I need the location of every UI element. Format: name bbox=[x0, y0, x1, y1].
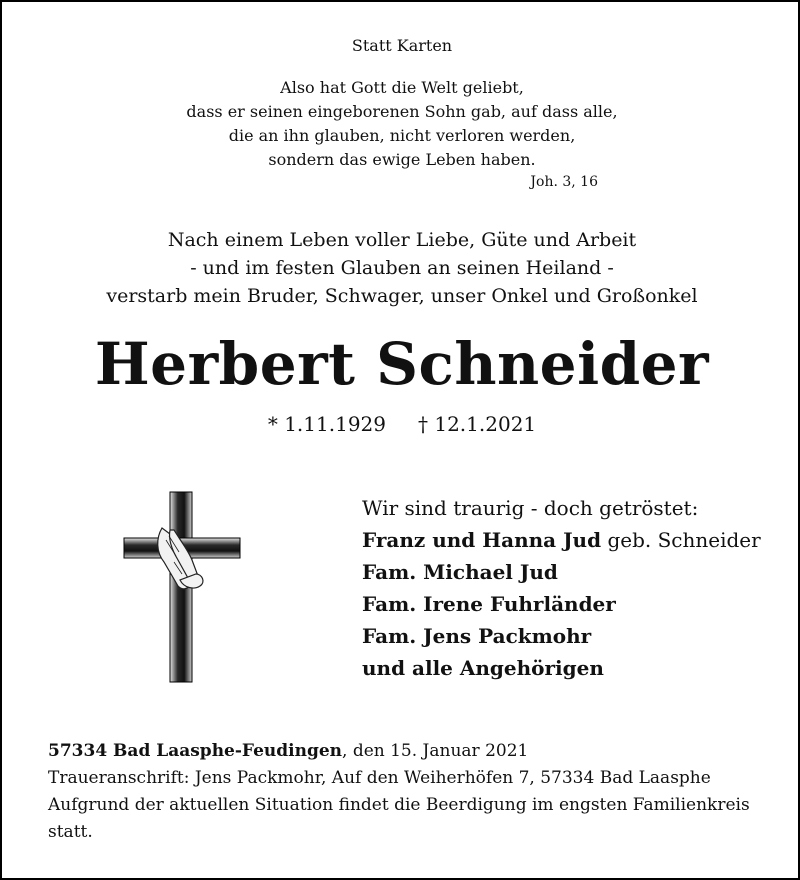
mourners-list bbox=[362, 492, 761, 684]
mourner-entry: und alle Angehörigen bbox=[362, 656, 604, 680]
birth-date: * 1.11.1929 bbox=[267, 412, 386, 436]
intro-line: Nach einem Leben voller Liebe, Güte und Arbeit bbox=[167, 229, 637, 251]
verse-line: dass er seinen eingeborenen Sohn gab, auf dass alle, bbox=[186, 102, 618, 121]
intro-line: verstarb mein Bruder, Schwager, unser Onkel und Großonkel bbox=[106, 285, 698, 307]
mourning-address: Traueranschrift: Jens Packmohr, Auf den Weiherhöfen 7, 57334 Bad Laasphe bbox=[48, 768, 711, 788]
death-date: † 12.1.2021 bbox=[418, 412, 537, 436]
mourners-lead: Wir sind traurig - doch getröstet: bbox=[362, 496, 699, 520]
header-statt-karten: Statt Karten bbox=[351, 36, 453, 55]
mourner-suffix: geb. Schneider bbox=[601, 528, 761, 552]
verse-line: sondern das ewige Leben haben. bbox=[268, 150, 536, 169]
place-date-line bbox=[48, 738, 768, 765]
life-dates bbox=[2, 412, 800, 436]
deceased-name: Herbert Schneider bbox=[94, 330, 710, 398]
intro-line: - und im festen Glauben an seinen Heiland - bbox=[190, 257, 614, 279]
mourner-entry: Fam. Irene Fuhrländer bbox=[362, 592, 616, 616]
bible-verse bbox=[2, 76, 800, 172]
verse-reference: Joh. 3, 16 bbox=[530, 174, 598, 190]
verse-line: die an ihn glauben, nicht verloren werden, bbox=[228, 126, 576, 145]
place: 57334 Bad Laasphe-Feudingen bbox=[48, 741, 343, 761]
cross-with-praying-hands-icon bbox=[122, 490, 242, 686]
footer-info bbox=[48, 738, 768, 846]
verse-line: Also hat Gott die Welt geliebt, bbox=[280, 78, 524, 97]
mourner-entry: Fam. Jens Packmohr bbox=[362, 624, 592, 648]
intro-text bbox=[2, 226, 800, 310]
mourner-entry: Fam. Michael Jud bbox=[362, 560, 558, 584]
mourner-entry bbox=[362, 524, 761, 556]
date: , den 15. Januar 2021 bbox=[342, 741, 529, 761]
mourner-name: Franz und Hanna Jud bbox=[362, 528, 602, 552]
funeral-note: Aufgrund der aktuellen Situation findet die Beerdigung im engsten Familienkreis statt. bbox=[48, 795, 750, 842]
